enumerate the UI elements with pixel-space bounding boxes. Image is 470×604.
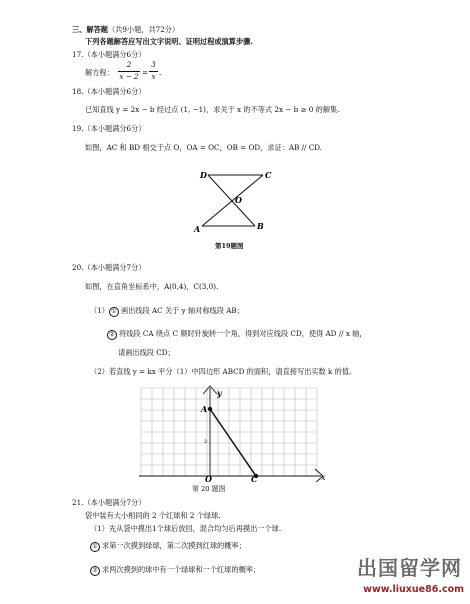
point-a bbox=[208, 407, 212, 411]
q20-p1a-text: 画出线段 AC 关于 y 轴对称线段 AB； bbox=[120, 306, 244, 315]
q17-rhs-numerator: 3 bbox=[151, 60, 156, 69]
q19-caption: 第19题图 bbox=[215, 242, 244, 250]
section-instruction: 下列各题解答应写出文字说明、证明过程或演算步骤. bbox=[85, 37, 253, 46]
watermark-url: www.liuxue86.com bbox=[363, 584, 464, 595]
section-title bbox=[72, 26, 179, 35]
q20-part1-a bbox=[90, 307, 244, 317]
label-c: C bbox=[265, 170, 272, 180]
q21-p1b-mark: ② bbox=[90, 566, 100, 576]
q19-text: 如图，AC 和 BD 相交于点 O，OA = OC，OB = OD，求证：AB // CD. bbox=[85, 143, 323, 152]
label-b: B bbox=[257, 221, 264, 231]
x-axis-label: x bbox=[321, 473, 326, 482]
q21-part1-b bbox=[90, 566, 260, 576]
q17-lhs-denominator: x − 2 bbox=[119, 71, 139, 81]
q20-grid-figure bbox=[135, 382, 335, 482]
label-a: A bbox=[194, 224, 201, 234]
q20-number: 20.（本小题满分7分） bbox=[72, 263, 146, 272]
q17-rhs-fraction bbox=[149, 61, 158, 81]
q21-p1a-text: 求第一次摸到绿球，第二次摸到红球的概率； bbox=[102, 541, 246, 550]
label-a: A bbox=[201, 404, 208, 414]
q20-part1-label: （1） bbox=[90, 306, 109, 315]
q17-rhs-denominator: x bbox=[151, 71, 156, 81]
q21-number: 21.（本小题满分7分） bbox=[72, 498, 146, 507]
q20-part2: （2）若直线 y = kx 平分（1）中四边形 ABCD 的面积，请直接写出实数 k 的值. bbox=[90, 367, 352, 376]
coordinate-grid bbox=[141, 388, 317, 476]
q20-p1a-mark: ① bbox=[109, 307, 119, 317]
q20-p1b-line2: 请画出线段 CD； bbox=[118, 348, 175, 357]
tick-label-2: 2 bbox=[204, 439, 208, 445]
q17-lhs-numerator: 2 bbox=[126, 60, 132, 69]
segment-db bbox=[208, 175, 255, 226]
q21-text: 袋中装有大小相同的 2 个红球和 2 个绿球. bbox=[85, 511, 221, 520]
q19-number: 19.（本小题满分6分） bbox=[72, 124, 146, 133]
q17-lhs-fraction bbox=[118, 61, 140, 81]
q20-caption: 第 20 题图 bbox=[192, 485, 226, 493]
label-o: O bbox=[235, 195, 242, 205]
q17-period: . bbox=[159, 68, 162, 77]
label-c: C bbox=[251, 474, 258, 482]
q21-p1b-text: 求两次摸到的球中有一个绿球和一个红球的概率； bbox=[102, 565, 261, 574]
section-note: （共9小题，共72分） bbox=[107, 25, 180, 34]
label-d: D bbox=[200, 170, 207, 180]
q18-text: 已知直线 y = 2x − b 经过点 (1, −1)，求关于 x 的不等式 2x − b ≥ 0 的解集. bbox=[85, 105, 340, 114]
q21-part1-a bbox=[90, 542, 246, 552]
watermark-title: 出国留学网 bbox=[357, 556, 462, 580]
q17-prompt: 解方程： bbox=[85, 68, 114, 77]
watermark bbox=[348, 556, 466, 600]
segment-ac bbox=[202, 175, 263, 226]
q17-number: 17.（本小题满分6分） bbox=[72, 50, 146, 59]
q17-equals: = bbox=[142, 68, 149, 77]
q20-p1b-mark: ② bbox=[107, 330, 117, 340]
segment-ac bbox=[210, 409, 256, 476]
y-axis-label: y bbox=[217, 388, 222, 398]
q18-number: 18.（本小题满分6分） bbox=[72, 87, 146, 96]
q20-text: 如图，在直角坐标系中，A(0,4)，C(3,0). bbox=[85, 282, 219, 291]
label-o: O bbox=[205, 474, 212, 482]
q19-figure bbox=[190, 166, 280, 240]
q20-p1b-text: 将线段 CA 绕点 C 顺时针旋转一个角，得到对应线段 CD，使得 AD // x 轴， bbox=[119, 329, 367, 338]
q21-p1a-mark: ① bbox=[90, 542, 100, 552]
q21-part1: （1）先从袋中摸出1个球后放回，混合均匀后再摸出一个球. bbox=[90, 524, 282, 533]
section-title-text: 三、解答题 bbox=[72, 25, 108, 34]
q20-part1-b bbox=[107, 330, 367, 340]
